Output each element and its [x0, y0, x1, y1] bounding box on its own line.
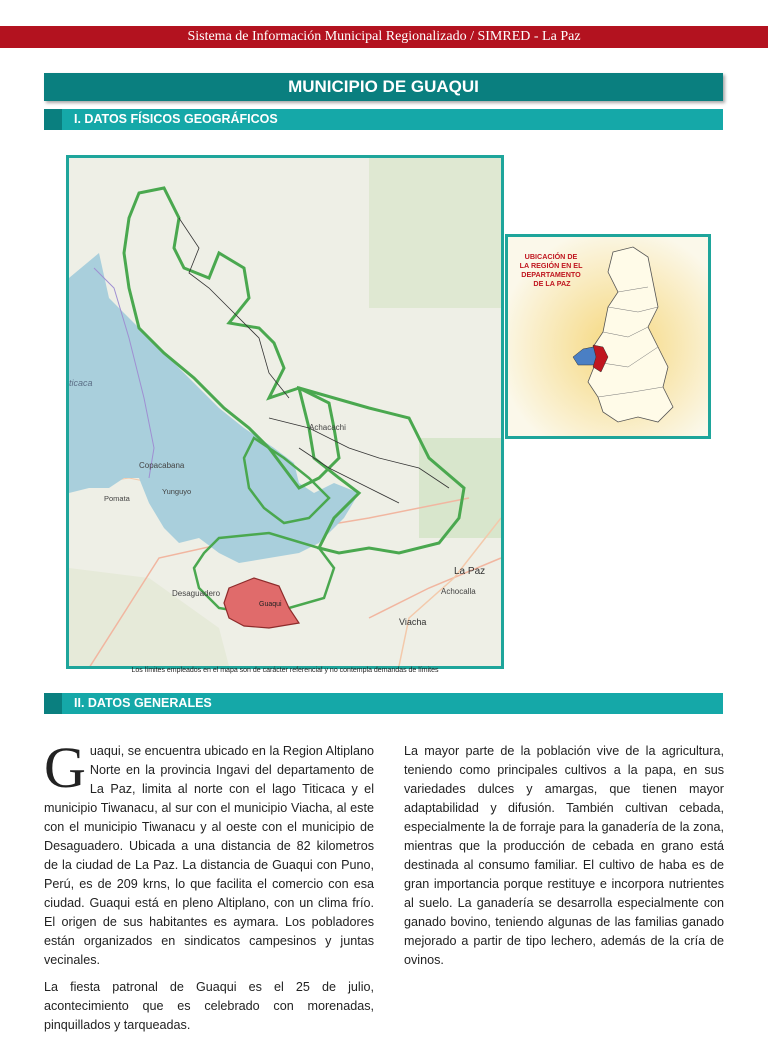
inset-title-line1: UBICACIÓN DE: [524, 252, 578, 261]
section-heading-text: I. DATOS FÍSICOS GEOGRÁFICOS: [74, 112, 278, 126]
map-label-yunguyo: Yunguyo: [162, 487, 192, 496]
top-banner: Sistema de Información Municipal Regionalizado / SIMRED - La Paz: [0, 26, 768, 48]
inset-map: [505, 234, 711, 439]
section-marker: [44, 693, 62, 714]
section-heading-geografia: [44, 109, 723, 130]
map-label-achacachi: Achacachi: [309, 423, 346, 432]
drop-cap: G: [44, 735, 86, 800]
map-label-titicaca: ticaca: [69, 378, 93, 388]
right-column: [404, 742, 724, 978]
section-heading-generales: [44, 693, 723, 714]
paragraph-intro: [44, 735, 374, 970]
map-label-lapaz: La Paz: [454, 566, 486, 577]
inset-title-line3: DEPARTAMENTO: [521, 270, 581, 279]
map-label-desaguadero: Desaguadero: [172, 589, 221, 598]
inset-title-line4: DE LA PAZ: [533, 279, 571, 288]
region-map-graphic: [69, 158, 501, 666]
map-caption: Los límites empleados en el mapa son de carácter referencial y no contempla demandas de límites: [131, 667, 439, 674]
paragraph-fiesta: La fiesta patronal de Guaqui es el 25 de julio, acontecimiento que es celebrado con morenadas, pinquillados y tarqueadas.: [44, 980, 374, 1032]
inset-title-line2: LA REGIÓN EN EL: [519, 261, 583, 270]
map-label-pomata: Pomata: [104, 494, 130, 503]
map-label-copacabana: Copacabana: [139, 461, 185, 470]
paragraph-agricultura: La mayor parte de la población vive de la agricultura, teniendo como principales cultivos a la papa, en sus variedades dulces y amargas, que tienen mayor adaptabilidad y difusión. También cultivan cebada, especialmente la de forraje para la ganadería de la zona, mientras que la producción de cebada en grano está destinada al consumo familiar. El cultivo de haba es de gran importancia porque restituye e incorpora nutrientes al suelo. La ganadería se desarrolla especialmente con ganado bovino, teniendo algunas de las familias ganado mejorado a partir de tipo lechero, además de la cría de ovinos.: [404, 744, 724, 967]
page-title: MUNICIPIO DE GUAQUI: [44, 73, 723, 101]
paragraph-intro-text: uaqui, se encuentra ubicado en la Region Altiplano Norte en la provincia Ingavi del departamento de La Paz, limita al norte con el lago Titicaca y el municipio Tiwanacu, al sur con el municipio Viacha, al este con el municipio Tiwanacu y al oeste con el municipio de Desaguadero. Ubicada a una distancia de 82 kilometros de la ciudad de La Paz. La distancia de Guaqui con Puno, Perú, es de 209 krns, lo que facilita el comercio con esa ciudad. Guaqui está en pleno Altiplano, con un clima frío. El origen de sus habitantes es aymara. Los pobladores están organizados en sindicatos campesinos y juntas vecinales.: [44, 744, 374, 967]
region-map: [66, 155, 504, 669]
section-heading-text: II. DATOS GENERALES: [74, 696, 212, 710]
map-label-achocalla: Achocalla: [441, 587, 476, 596]
map-label-guaqui: Guaqui: [259, 601, 282, 608]
inset-map-graphic: [508, 237, 708, 436]
left-column: [44, 735, 374, 1043]
map-label-viacha: Viacha: [399, 617, 427, 627]
section-marker: [44, 109, 62, 130]
